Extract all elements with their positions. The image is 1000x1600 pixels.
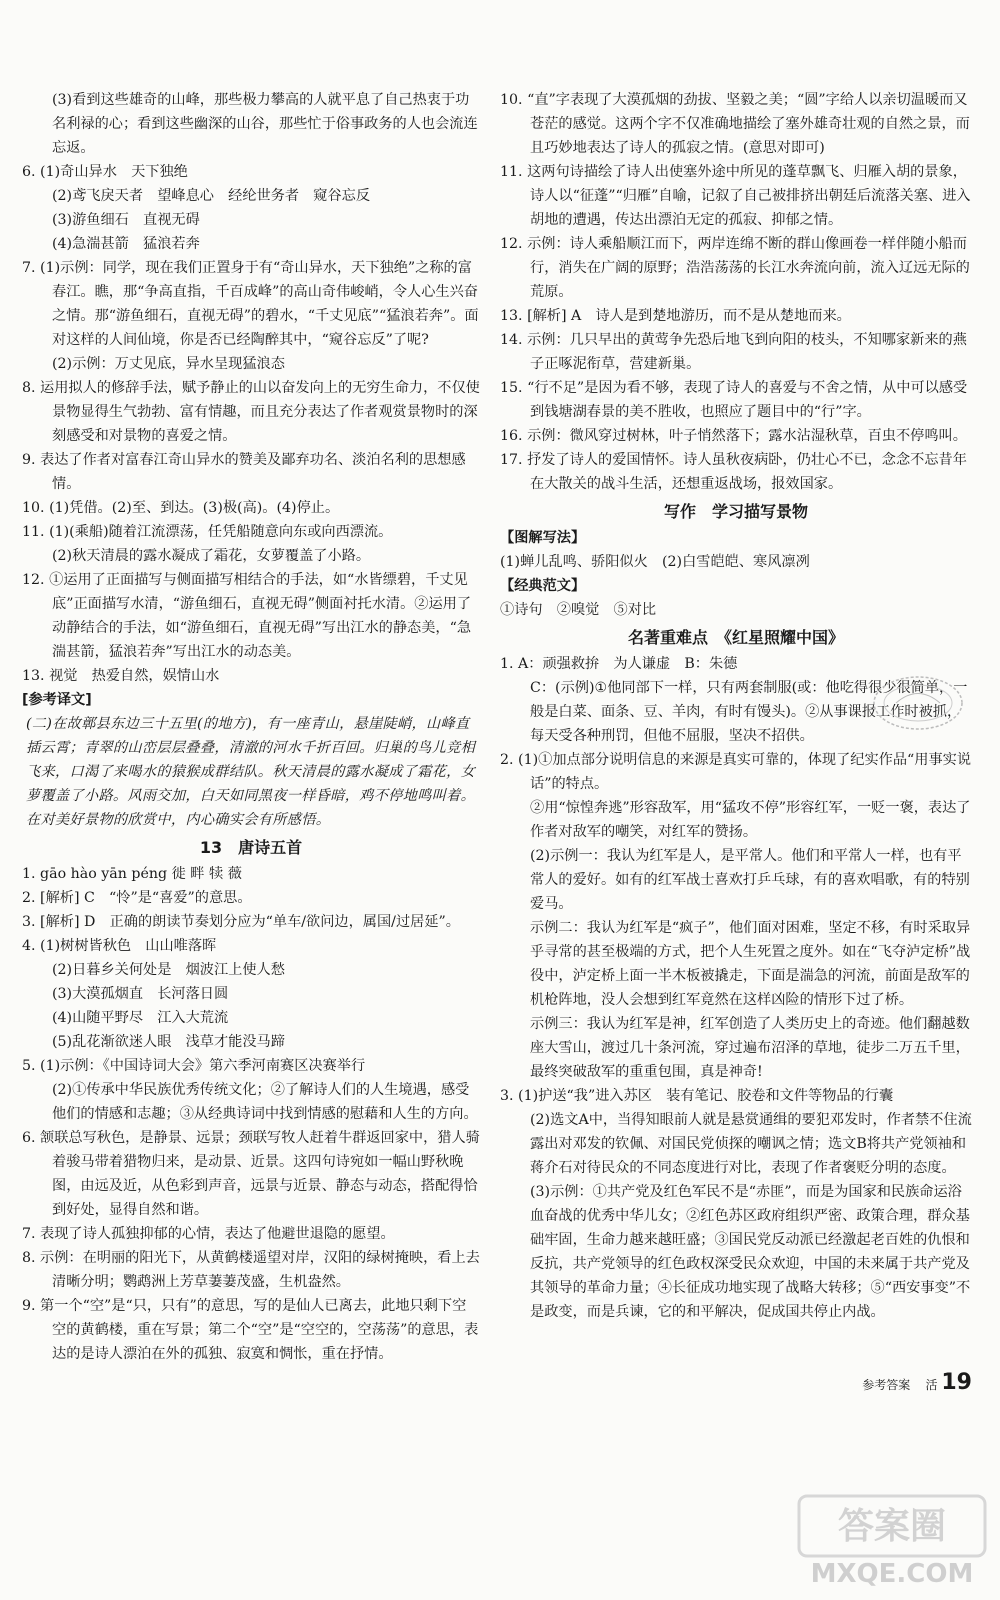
answer-line-m2d: 示例二：我认为红军是“疯子”，他们面对困难，坚定不移，有时采取异乎寻常的甚至极端的方式，把个人生死置之度外。如在“飞夺泸定桥”战役中，泸定桥上面一半木板被撬走，下面是湍急的河流，前面是敌军的机枪阵地，没人会想到红军竟然在这样凶险的情形下过了桥。 bbox=[530, 920, 971, 1008]
answer-line-p5: 5. (1)示例：《中国诗词大会》第六季河南赛区决赛举行 bbox=[22, 1058, 366, 1074]
answer-line-p5b: (2)①传承中华民族优秀传统文化；②了解诗人们的人生境遇，感受他们的情感和志趣；③从经典诗词中找到情感的慰藉和人生的方向。 bbox=[52, 1082, 478, 1122]
svg-text:答案圈: 答案圈 bbox=[837, 1506, 947, 1547]
page-footer bbox=[862, 1370, 972, 1395]
answer-line-p2: 2. [解析] C “怜”是“喜爱”的意思。 bbox=[22, 890, 252, 906]
answer-line-p7: 7. 表现了诗人孤独抑郁的心情，表达了他避世退隐的愿望。 bbox=[22, 1226, 395, 1242]
answer-line-l3a: (3)看到这些雄奇的山峰，那些极力攀高的人就平息了自己热衷于功名利禄的心；看到这些幽深的山谷，那些忙于俗事政务的人也会流连忘返。 bbox=[52, 92, 478, 156]
answer-line-l9: 9. 表达了作者对富春江奇山异水的赞美及鄙弃功名、淡泊名利的思想感情。 bbox=[22, 452, 466, 492]
answer-line-m3b: (2)选文A中，当得知眼前人就是悬赏通缉的要犯邓发时，作者禁不住流露出对邓发的钦佩、对国民党侦探的嘲讽之情；选文B将共产党领袖和蒋介石对待民众的不同态度进行对比，表现了作者褒贬分明的态度。 bbox=[530, 1112, 972, 1176]
answer-line-l6b: (2)鸢飞戾天者 望峰息心 经纶世务者 窥谷忘反 bbox=[52, 188, 371, 204]
answer-line-l13: 13. 视觉 热爱自然，娱情山水 bbox=[22, 668, 220, 684]
answer-line-p1: 1. gāo hào yān péng 徙 畔 犊 薇 bbox=[22, 866, 242, 882]
answer-line-m2b: ②用“惊惶奔逃”形容敌军，用“猛攻不停”形容红军，一贬一褒，表达了作者对敌军的嘲笑，对红军的赞扬。 bbox=[530, 800, 971, 840]
svg-text:MXQE.COM: MXQE.COM bbox=[810, 1559, 974, 1589]
answer-line-p8: 8. 示例：在明丽的阳光下，从黄鹤楼遥望对岸，汉阳的绿树掩映，看上去清晰分明；鹦鹉洲上芳草萋萋茂盛，生机盎然。 bbox=[22, 1250, 480, 1290]
answer-line-l6c: (3)游鱼细石 直视无碍 bbox=[52, 212, 200, 228]
answer-line-p6: 6. 颔联总写秋色，是静景、远景；颈联写牧人赶着牛群返回家中，猎人骑着骏马带着猎物归来，是动景、近景。这四句诗宛如一幅山野秋晚图，由远及近，从色彩到声音，远景与近景、静态与动态，搭配得恰到好处，显得自然和谐。 bbox=[22, 1130, 480, 1218]
answer-line-m2c: (2)示例一：我认为红军是人，是平常人。他们和平常人一样，也有平常人的爱好。如有的红军战士喜欢打乒乓球，有的喜欢唱歌，有的特别爱马。 bbox=[530, 848, 970, 912]
answer-line-r10: 10. “直”字表现了大漠孤烟的劲拔、坚毅之美；“圆”字给人以亲切温暖而又苍茫的感觉。这两个字不仅准确地描绘了塞外雄奇壮观的自然之景，而且巧妙地表达了诗人的孤寂之情。(意思对即可) bbox=[500, 92, 970, 156]
answer-line-m3c: (3)示例：①共产党及红色军民不是“赤匪”，而是为国家和民族命运浴血奋战的优秀中华儿女；②红色苏区政府组织严密、政策合理，群众基础牢固，生命力越来越旺盛；③国民党反动派已经激起老百姓的仇恨和反抗，共产党领导的红色政权深受民众欢迎，中国的未来属于共产党及其领导的革命力量；④长征成功地实现了战略大转移；⑤“西安事变”不是政变，而是兵谏，它的和平解决，促成国共停止内战。 bbox=[530, 1184, 971, 1320]
answer-line-p9: 9. 第一个“空”是“只，只有”的意思，写的是仙人已离去，此地只剩下空空的黄鹤楼，重在写景；第二个“空”是“空空的，空荡荡”的意思，表达的是诗人漂泊在外的孤独、寂寞和惆怅，重在抒情。 bbox=[22, 1298, 479, 1362]
answer-line-m3: 3. (1)护送“我”进入苏区 装有笔记、胶卷和文件等物品的行囊 bbox=[500, 1088, 894, 1104]
answer-line-r12: 12. 示例：诗人乘船顺江而下，两岸连绵不断的群山像画卷一样伴随小船而行，消失在广阔的原野；浩浩荡荡的长江水奔流向前，流入辽远无际的荒原。 bbox=[500, 236, 970, 300]
section-title-rsec1: 写作 学习描写景物 bbox=[663, 502, 808, 521]
section-label-lref: [参考译文] bbox=[22, 692, 92, 708]
answer-line-l11: 11. (1)(乘船)随着江流漂荡，任凭船随意向东或向西漂流。 bbox=[22, 524, 393, 540]
section-title-rsec2: 名著重难点 《红星照耀中国》 bbox=[627, 628, 844, 647]
answer-line-l12: 12. ①运用了正面描写与侧面描写相结合的手法，如“水皆缥碧，千丈见底”正面描写水清，“游鱼细石，直视无碍”侧面衬托水清。②运用了动静结合的手法，如“游鱼细石，直视无碍”写出江水的静态美，“急湍甚箭，猛浪若奔”写出江水的动态美。 bbox=[22, 572, 472, 660]
answer-line-m1: 1. A：顽强救拚 为人谦虚 B：朱德 bbox=[500, 656, 738, 672]
footer-mark: 活 bbox=[925, 1378, 938, 1392]
answer-line-l11b: (2)秋天清晨的露水凝成了霜花，女萝覆盖了小路。 bbox=[52, 548, 371, 564]
section-label-rjd: 【经典范文】 bbox=[500, 578, 586, 594]
answer-line-l7b: (2)示例：万丈见底，异水呈现猛浪态 bbox=[52, 356, 285, 372]
answer-line-r14: 14. 示例：几只早出的黄莺争先恐后地飞到向阳的枝头，不知哪家新来的燕子正啄泥衔草，营建新巢。 bbox=[500, 332, 967, 372]
watermark-logo bbox=[795, 1492, 990, 1592]
answer-line-r11: 11. 这两句诗描绘了诗人出使塞外途中所见的蓬草飘飞、归雁入胡的景象，诗人以“征蓬”“归雁”自喻，记叙了自己被排挤出朝廷后流落关塞、进入胡地的遭遇，传达出漂泊无定的孤寂、抑郁之情。 bbox=[500, 164, 971, 228]
footer-label: 参考答案 bbox=[862, 1378, 911, 1392]
answer-line-rtu1: (1)蝉儿乱鸣、骄阳似火 (2)白雪皑皑、寒风凛冽 bbox=[500, 554, 810, 570]
section-label-rtu: 【图解写法】 bbox=[500, 530, 586, 546]
left-column bbox=[22, 88, 480, 1366]
answer-line-l6: 6. (1)奇山异水 天下独绝 bbox=[22, 164, 188, 180]
answer-line-p4d: (4)山随平野尽 江入大荒流 bbox=[52, 1010, 229, 1026]
answer-line-ltr: (二)在故鄣县东边三十五里(的地方)，有一座青山，悬崖陡峭，山峰直插云霄；青翠的山峦层层叠叠，清澈的河水千折百回。归巢的鸟儿竞相飞来，口渴了来喝水的猿猴成群结队。秋天清晨的露水凝成了霜花，女萝覆盖了小路。风雨交加，白天如同黑夜一样昏暗，鸡不停地鸣叫着。在对美好景物的欣赏中，内心确实会有所感悟。 bbox=[26, 716, 476, 828]
answer-line-r17: 17. 抒发了诗人的爱国情怀。诗人虽秋夜病卧，仍壮心不已，念念不忘昔年在大散关的战斗生活，还想重返战场，报效国家。 bbox=[500, 452, 967, 492]
answer-line-l10: 10. (1)凭借。(2)至、到达。(3)极(高)。(4)停止。 bbox=[22, 500, 340, 516]
stamp-icon bbox=[870, 672, 966, 734]
answer-line-r13: 13. [解析] A 诗人是到楚地游历，而不是从楚地而来。 bbox=[500, 308, 851, 324]
answer-line-m2e: 示例三：我认为红军是神，红军创造了人类历史上的奇迹。他们翻越数座大雪山，渡过几十条河流，穿过遍布沼泽的草地，徒步二万五千里，最终突破敌军的重重包围，真是神奇! bbox=[530, 1016, 970, 1080]
answer-line-p4c: (3)大漠孤烟直 长河落日圆 bbox=[52, 986, 229, 1002]
answer-line-p4: 4. (1)树树皆秋色 山山唯落晖 bbox=[22, 938, 217, 954]
answer-line-l7: 7. (1)示例：同学，现在我们正置身于有“奇山异水，天下独绝”之称的富春江。瞧，那“争高直指，千百成峰”的高山奇伟峻峭，令人心生兴奋之情。那“游鱼细石，直视无碍”的碧水，“千丈见底”“猛浪若奔”。面对这样的人间仙境，你是否已经陶醉其中，“窥谷忘反”了呢? bbox=[22, 260, 479, 348]
answer-line-r16: 16. 示例：微风穿过树林，叶子悄然落下；露水沾湿秋草，百虫不停鸣叫。 bbox=[500, 428, 967, 444]
answer-line-l6d: (4)急湍甚箭 猛浪若奔 bbox=[52, 236, 200, 252]
answer-line-p3: 3. [解析] D 正确的朗读节奏划分应为“单车/欲问边，属国/过居延”。 bbox=[22, 914, 460, 930]
answer-line-p4e: (5)乱花渐欲迷人眼 浅草才能没马蹄 bbox=[52, 1034, 285, 1050]
answer-line-p4b: (2)日暮乡关何处是 烟波江上使人愁 bbox=[52, 962, 285, 978]
section-title-lsec: 13 唐诗五首 bbox=[199, 838, 303, 857]
answer-line-rjd1: ①诗句 ②嗅觉 ⑤对比 bbox=[500, 602, 657, 618]
answer-line-l8: 8. 运用拟人的修辞手法，赋予静止的山以奋发向上的无穷生命力，不仅使景物显得生气勃勃、富有情趣，而且充分表达了作者观赏景物时的深刻感受和对景物的喜爱之情。 bbox=[22, 380, 480, 444]
answer-line-m2: 2. (1)①加点部分说明信息的来源是真实可靠的，体现了纪实作品“用事实说话”的特点。 bbox=[500, 752, 972, 792]
answer-line-r15: 15. “行不足”是因为看不够，表现了诗人的喜爱与不舍之情，从中可以感受到钱塘湖春景的美不胜收，也照应了题目中的“行”字。 bbox=[500, 380, 968, 420]
answer-line-m1b: C：(示例)①他同部下一样，只有两套制服(或：他吃得很少很简单，一般是白菜、面条、豆、羊肉，有时有馒头)。②从事课报工作时被抓，每天受各种刑罚，但他不屈服，坚决不招供。 bbox=[530, 680, 968, 744]
page-number: 19 bbox=[941, 1370, 972, 1395]
